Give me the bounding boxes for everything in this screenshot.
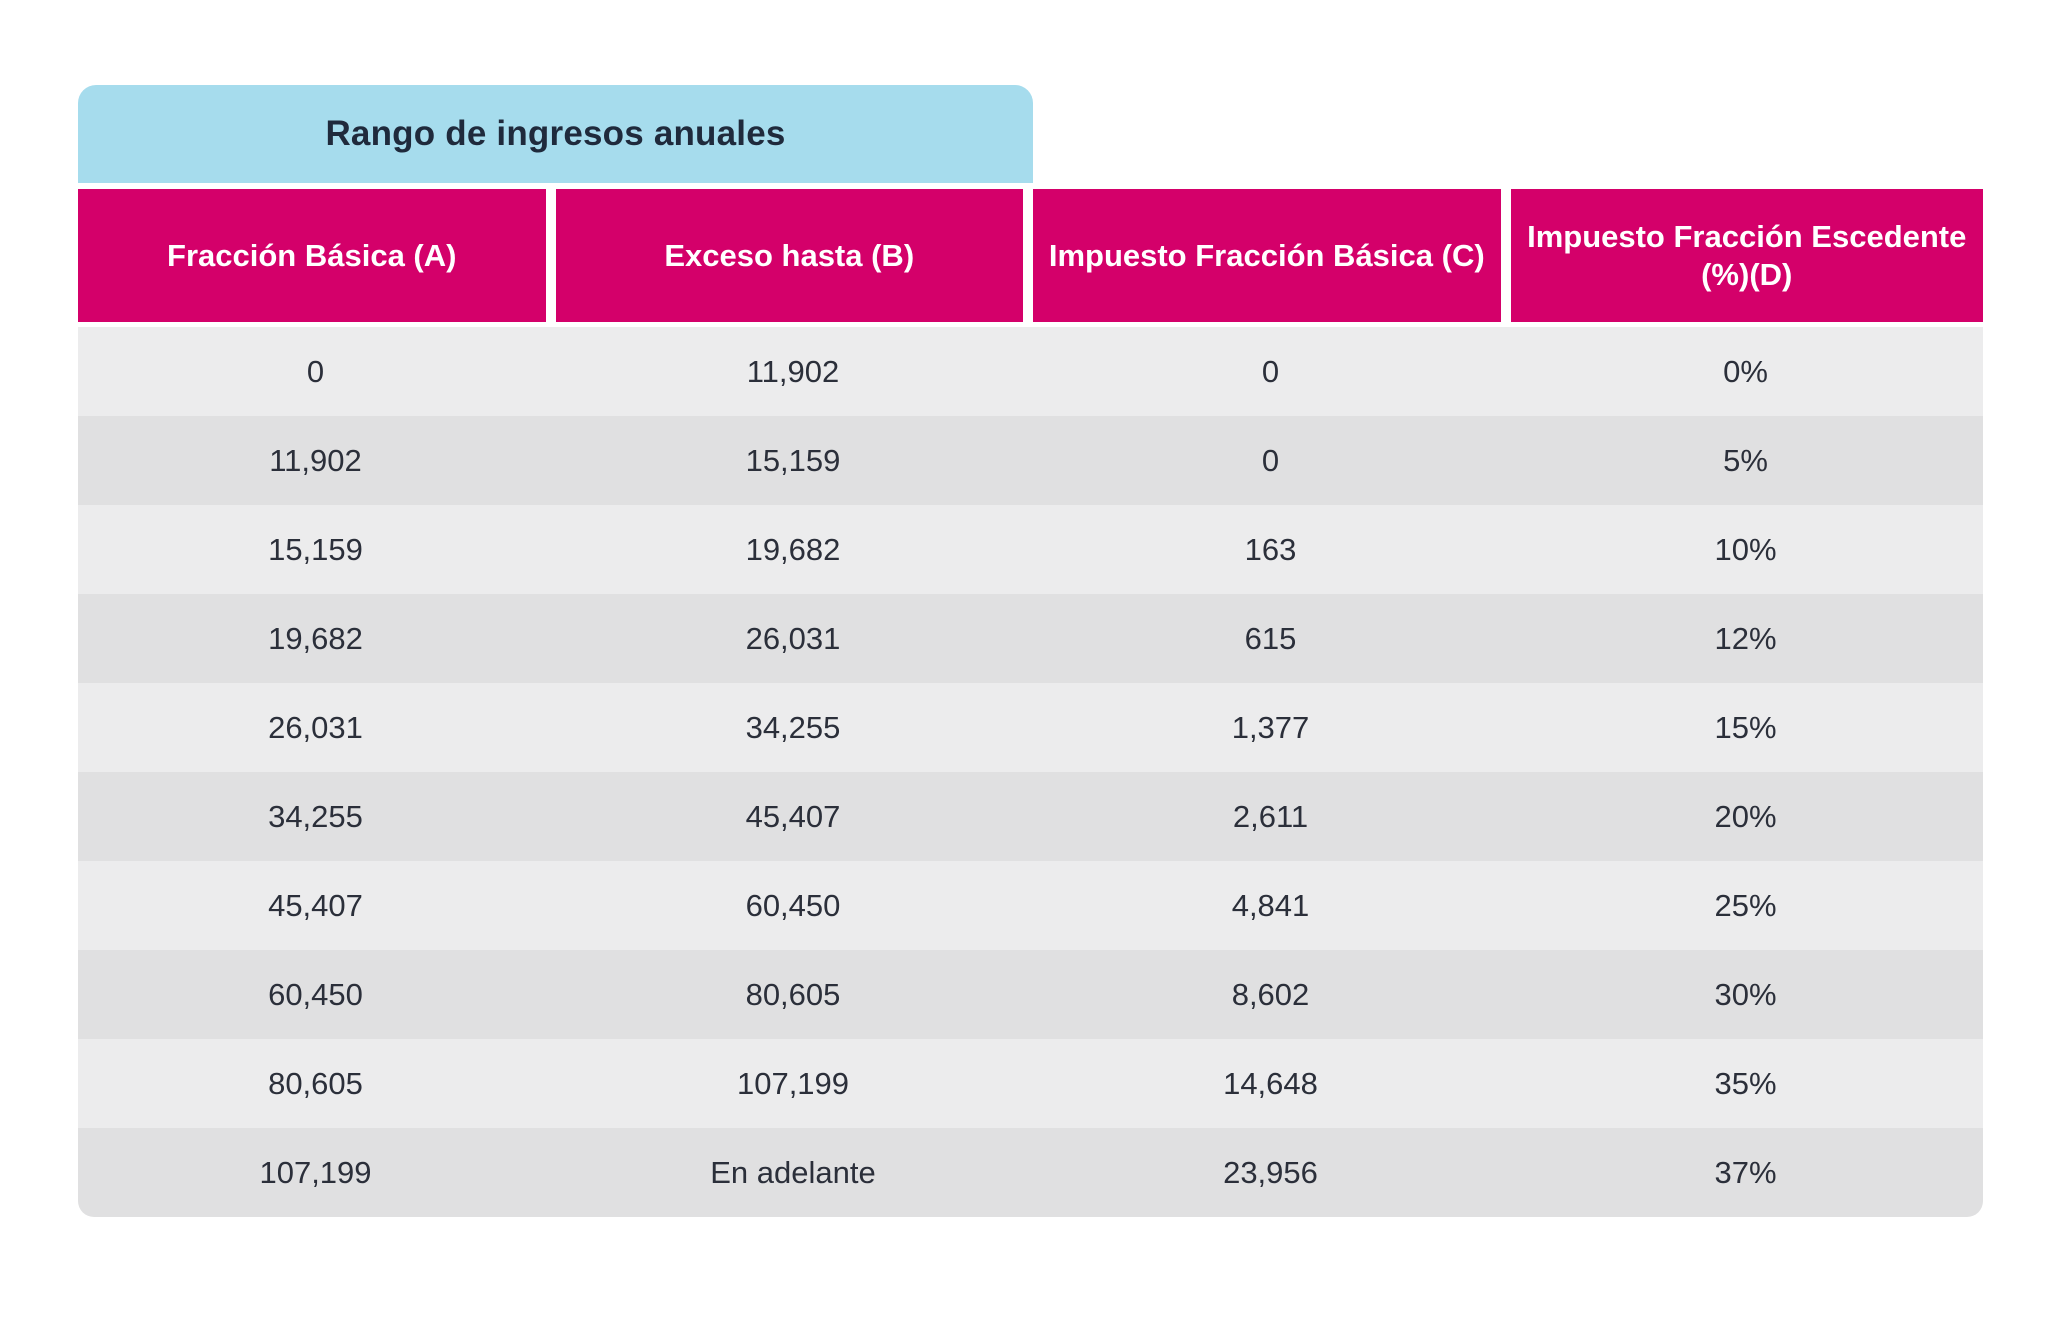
table-row (78, 505, 1983, 594)
table-cell: 37% (1714, 1154, 1777, 1190)
table-cell: 26,031 (268, 709, 363, 745)
column-header-label: Fracción Básica (A) (167, 237, 457, 273)
table-cell: 19,682 (745, 531, 841, 567)
table-cell: 0 (306, 353, 325, 389)
table-cell: 15,159 (745, 442, 841, 478)
table-row (78, 772, 1983, 861)
table-body (78, 327, 1983, 1217)
table-cell: 25% (1714, 887, 1777, 923)
table-cell: 14,648 (1223, 1065, 1318, 1101)
table-row (78, 327, 1983, 416)
column-header-fraccion-basica (78, 189, 546, 322)
table-cell: 34,255 (745, 709, 841, 745)
table-cell: 107,199 (259, 1154, 372, 1190)
table-cell: 4,841 (1231, 887, 1310, 923)
table-cell: 35% (1714, 1065, 1777, 1101)
column-header-label: Impuesto Fracción Escedente (%)(D) (1527, 218, 1967, 292)
table-banner-label: Rango de ingresos anuales (325, 114, 786, 153)
column-header-label: Impuesto Fracción Básica (C) (1048, 237, 1485, 273)
table-header-row (78, 189, 1983, 322)
table-cell: 615 (1244, 620, 1297, 656)
table-cell: 163 (1244, 531, 1297, 567)
table-row (78, 1128, 1983, 1217)
table-cell: 26,031 (745, 620, 841, 656)
table-banner (78, 85, 1033, 183)
table-cell: 30% (1714, 976, 1777, 1012)
table-cell: 2,611 (1232, 798, 1309, 834)
table-cell: 60,450 (268, 976, 363, 1012)
table-cell: 107,199 (736, 1065, 850, 1101)
table-cell: En adelante (710, 1154, 876, 1190)
income-tax-table (78, 85, 1983, 1217)
table-cell: 45,407 (268, 887, 363, 923)
column-header-exceso-hasta (556, 189, 1024, 322)
table-cell: 11,902 (269, 442, 362, 478)
table-cell: 80,605 (268, 1065, 363, 1101)
table-row (78, 594, 1983, 683)
table-row (78, 861, 1983, 950)
table-row (78, 416, 1983, 505)
column-header-impuesto-fraccion-basica (1033, 189, 1501, 322)
table-cell: 10% (1714, 531, 1777, 567)
table-cell: 19,682 (268, 620, 363, 656)
table-row (78, 683, 1983, 772)
table-cell: 12% (1714, 620, 1777, 656)
table-cell: 34,255 (268, 798, 363, 834)
table-cell: 1,377 (1231, 709, 1310, 745)
column-header-impuesto-fraccion-excedente (1511, 189, 1983, 322)
table-cell: 20% (1714, 798, 1777, 834)
table-cell: 15,159 (268, 531, 363, 567)
column-header-label: Exceso hasta (B) (664, 237, 915, 273)
table-cell: 8,602 (1231, 976, 1310, 1012)
table-cell: 23,956 (1223, 1154, 1318, 1190)
table-banner-row (78, 85, 1983, 183)
table-cell: 15% (1714, 709, 1777, 745)
table-row (78, 950, 1983, 1039)
table-cell: 5% (1723, 442, 1768, 478)
table-cell: 11,902 (746, 353, 840, 389)
table-row (78, 1039, 1983, 1128)
table-cell: 45,407 (745, 798, 841, 834)
table-cell: 60,450 (745, 887, 841, 923)
table-cell: 0 (1261, 353, 1280, 389)
table-cell: 0 (1261, 442, 1280, 478)
table-cell: 80,605 (745, 976, 841, 1012)
table-cell: 0% (1723, 353, 1768, 389)
